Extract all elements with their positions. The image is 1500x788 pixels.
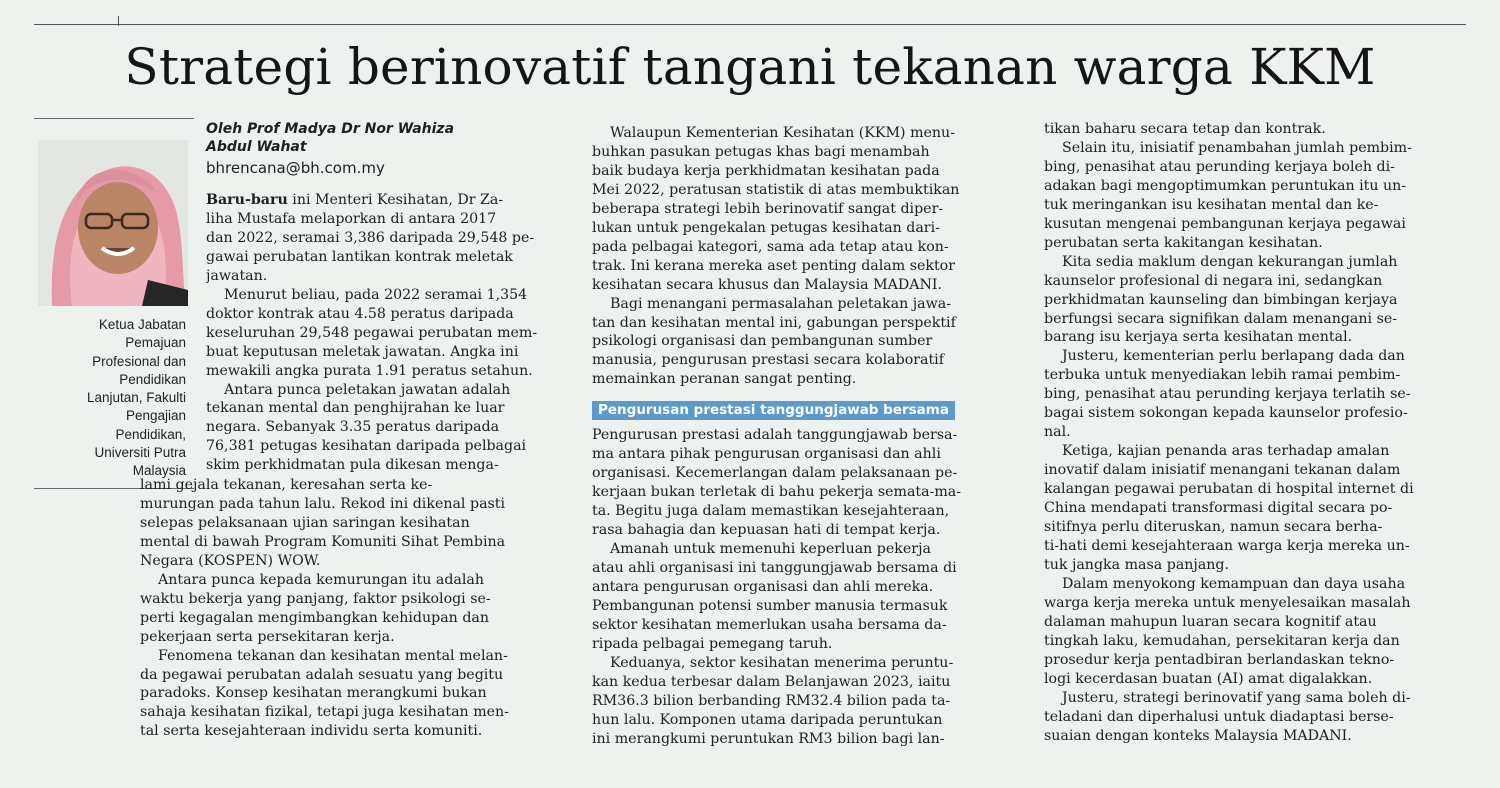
caption-line: Pemajuan [125, 335, 186, 351]
text-line: Negara (KOSPEN) WOW. [140, 552, 321, 569]
author-caption [40, 316, 186, 481]
text-line: tikan baharu secara tetap dan kontrak. [1044, 121, 1326, 137]
text-line: keseluruhan 29,548 pegawai perubatan mem- [206, 324, 538, 341]
author-email[interactable]: bhrencana@bh.com.my [206, 159, 385, 177]
text-line: doktor kontrak atau 4.58 peratus daripada [206, 305, 514, 322]
text-line: jawatan. [206, 267, 268, 284]
paragraph [592, 540, 1014, 654]
text-line: terbuka untuk menyediakan lebih ramai pembim- [1044, 367, 1401, 384]
paragraph [206, 381, 574, 476]
column-1-upper [206, 191, 574, 475]
caption-line: Malaysia [132, 463, 186, 479]
paragraph [1044, 689, 1470, 746]
paragraph [206, 286, 574, 381]
text-line: tekanan mental dan penghijrahan ke luar [206, 400, 505, 417]
paragraph [592, 654, 1014, 749]
author-portrait-icon [38, 140, 188, 306]
byline-divider-top [34, 118, 194, 119]
text-line: atau ahli organisasi ini tanggungjawab bersama di [592, 560, 957, 577]
text-line: ini merangkumi peruntukan RM3 bilion bagi lan- [592, 730, 945, 747]
text-line: Antara punca peletakan jawatan adalah [224, 381, 511, 398]
text-line: Ketiga, kajian penanda aras terhadap amalan [1062, 443, 1390, 460]
paragraph [1044, 575, 1470, 689]
text-line: manusia, pengurusan prestasi secara kolaboratif [592, 352, 944, 369]
paragraph [592, 295, 1014, 390]
text-line: Mei 2022, peratusan statistik di atas membuktikan [592, 181, 960, 198]
text-line: ma antara pihak pengurusan organisasi dan ahli [592, 446, 941, 463]
lead-word: Baru-baru [206, 192, 288, 208]
caption-line: Pengajian [125, 408, 186, 424]
text-line: perkhidmatan kaunseling dan bimbingan kerjaya [1044, 291, 1398, 308]
text-line: negara. Sebanyak 3.35 peratus daripada [206, 419, 500, 436]
text-line: mewakili angka purata 1.91 peratus setahun. [206, 362, 533, 379]
text-line: kalangan pegawai perubatan di hospital internet di [1044, 481, 1414, 498]
text-line: logi kecerdasan buatan (AI) amat digalakkan. [1044, 670, 1373, 687]
text-line: kan kedua terbesar dalam Belanjawan 2023, iaitu [592, 673, 951, 690]
text-line: paradoks. Konsep kesihatan merangkumi bukan [140, 685, 487, 702]
text-line: bing, penasihat atau perunding kerjaya boleh di- [1044, 158, 1395, 175]
text-line: ripada pelbagai pemegang taruh. [592, 635, 833, 652]
text-line: buhkan pasukan petugas khas bagi menambah [592, 143, 930, 160]
caption-line: Pendidikan, [115, 426, 186, 442]
text-line: antara pengurusan organisasi dan ahli mereka. [592, 578, 934, 595]
caption-line: Ketua Jabatan [98, 317, 186, 332]
text-line: Menurut beliau, pada 2022 seramai 1,354 [224, 286, 528, 303]
paragraph [1044, 442, 1470, 575]
text-line: bing, penasihat atau perunding kerjaya terlatih se- [1044, 386, 1411, 403]
text-line: tuk meringankan isu kesihatan mental dan ke- [1044, 196, 1379, 213]
text-line: gawai perubatan lantikan kontrak meletak [206, 248, 513, 265]
paragraph [1044, 253, 1470, 348]
text-line: dan 2022, seramai 3,386 daripada 29,548 pe- [206, 229, 535, 246]
paragraph [592, 124, 1014, 295]
text-line: skim perkhidmatan pula dikesan menga- [206, 457, 499, 474]
text-line: bagai sistem sokongan kepada kaunselor profesio- [1044, 405, 1408, 422]
text-line: ta. Begitu juga dalam memastikan kesejahteraan, [592, 503, 950, 520]
text-line: Selain itu, inisiatif penambahan jumlah pembim- [1062, 139, 1412, 156]
text-line: rasa bahagia dan kepuasan hati di tempat kerja. [592, 522, 941, 539]
text-line: warga kerja mereka untuk menyelesaikan masalah [1044, 594, 1411, 611]
paragraph [1044, 347, 1470, 442]
text-line: Justeru, kementerian perlu berlapang dada dan [1062, 348, 1405, 365]
column-3 [1044, 120, 1470, 745]
text-line: 76,381 petugas kesihatan daripada pelbagai [206, 438, 527, 455]
text-line: lukan untuk pengekalan petugas kesihatan dari- [592, 219, 940, 236]
text-line: selepas pelaksanaan ujian saringan kesihatan [140, 514, 470, 531]
text-line: China mendapati transformasi digital secara po- [1044, 500, 1393, 517]
text-line: Justeru, strategi berinovatif yang sama boleh di- [1062, 689, 1411, 706]
text-line: perubatan serta kakitangan kesihatan. [1044, 234, 1323, 251]
text-line: berfungsi secara signifikan dalam menangani se- [1044, 310, 1398, 327]
text-line: Antara punca kepada kemurungan itu adalah [158, 571, 484, 588]
text-line: tuk jangka masa panjang. [1044, 556, 1230, 573]
top-rule-tick [118, 16, 119, 26]
text-line: tingkah laku, kemudahan, persekitaran kerja dan [1044, 632, 1400, 649]
section-subhead: Pengurusan prestasi tanggungjawab bersama [592, 401, 955, 420]
text-line: kusutan mengenai pembangunan kerjaya pegawai [1044, 215, 1406, 232]
paragraph [140, 571, 574, 647]
text-line: waktu bekerja yang panjang, faktor psikologi se- [140, 590, 491, 607]
text-line [206, 191, 574, 210]
headline: Strategi berinovatif tangani tekanan warga KKM [124, 38, 1376, 96]
text-line: tal serta kesejahteraan individu serta komuniti. [140, 723, 483, 740]
text-line: mental di bawah Program Komuniti Sihat Pembina [140, 533, 506, 550]
column-2 [592, 124, 1014, 749]
top-rule [34, 24, 1466, 25]
text-line: memainkan peranan sangat penting. [592, 371, 857, 388]
column-1-lower [140, 476, 574, 741]
text-line: Keduanya, sektor kesihatan menerima peruntu- [610, 654, 954, 671]
text-line: hun lalu. Komponen utama daripada peruntukan [592, 711, 943, 728]
text-line: Walaupun Kementerian Kesihatan (KKM) menu- [610, 125, 955, 141]
text-line: inovatif dalam inisiatif menangani tekanan dalam [1044, 462, 1401, 479]
text-line: sahaja kesihatan fizikal, tetapi juga kesihatan men- [140, 704, 509, 721]
paragraph [206, 191, 574, 286]
text-line: suaian dengan konteks Malaysia MADANI. [1044, 727, 1352, 744]
text-line: Amanah untuk memenuhi keperluan pekerja [610, 541, 931, 558]
text-line: pekerjaan serta persekitaran kerja. [140, 628, 395, 645]
caption-line: Lanjutan, Fakulti [86, 390, 186, 406]
paragraph [1044, 139, 1470, 253]
text-line: nal. [1044, 424, 1071, 441]
text-line: RM36.3 bilion berbanding RM32.4 bilion pada ta- [592, 692, 951, 709]
text-line: psikologi organisasi dan pembangunan sumber [592, 333, 933, 350]
byline [206, 120, 576, 177]
text-line: Fenomena tekanan dan kesihatan mental melan- [158, 647, 508, 664]
text-line: dalaman mahupun luaran secara kognitif atau [1044, 613, 1377, 630]
text-line: Pembangunan potensi sumber manusia termasuk [592, 597, 948, 614]
text-line: barang isu kerjaya serta kesihatan mental. [1044, 329, 1353, 346]
text-line: tan dan kesihatan mental ini, gabungan perspektif [592, 314, 956, 331]
text-line: ti-hati demi kesejahteraan warga kerja mereka un- [1044, 537, 1410, 554]
paragraph [592, 426, 1014, 540]
text-line: sektor kesihatan memerlukan usaha bersama da- [592, 616, 947, 633]
author-name-line1: Oleh Prof Madya Dr Nor Wahiza [206, 121, 455, 137]
text-line: murungan pada tahun lalu. Rekod ini dikenal pasti [140, 495, 506, 512]
text-line: kesihatan secara khusus dan Malaysia MADANI. [592, 276, 943, 293]
text-line: liha Mustafa melaporkan di antara 2017 [206, 210, 497, 227]
paragraph [140, 476, 574, 571]
text-line: Pengurusan prestasi adalah tanggungjawab bersa- [592, 427, 958, 444]
text-line: da pegawai perubatan adalah sesuatu yang begitu [140, 666, 504, 683]
text-line: Kita sedia maklum dengan kekurangan jumlah [1062, 253, 1398, 270]
text-line: lami gejala tekanan, keresahan serta ke- [140, 477, 433, 493]
text-line: kerjaan bukan terletak di bahu pekerja semata-ma- [592, 484, 962, 501]
caption-line: Universiti Putra [94, 445, 186, 461]
text-line: Dalam menyokong kemampuan dan daya usaha [1062, 575, 1406, 592]
caption-line: Profesional dan [92, 353, 186, 369]
text-line: Bagi menangani permasalahan peletakan jawa- [610, 295, 951, 312]
text-line: pada pelbagai kategori, sama ada tetap atau kon- [592, 238, 949, 255]
author-name-line2: Abdul Wahat [206, 139, 307, 155]
text-line: beberapa strategi lebih berinovatif sangat diper- [592, 200, 944, 217]
paragraph [1044, 120, 1470, 139]
text-line: teladani dan diperhalusi untuk diadaptasi berse- [1044, 708, 1394, 725]
text-line: perti kegagalan mengimbangkan kehidupan dan [140, 609, 490, 626]
text-line: prosedur kerja pentadbiran berlandaskan tekno- [1044, 651, 1395, 668]
text-line: kaunselor profesional di negara ini, sedangkan [1044, 272, 1383, 289]
text-line: baik budaya kerja perkhidmatan kesihatan pada [592, 162, 940, 179]
text-line: adakan bagi mengoptimumkan peruntukan itu un- [1044, 177, 1407, 194]
text-line: trak. Ini kerana mereka aset penting dalam sektor [592, 257, 956, 274]
text-line: buat keputusan meletak jawatan. Angka ini [206, 343, 519, 360]
caption-line: Pendidikan [119, 371, 186, 387]
lead-rest: ini Menteri Kesihatan, Dr Za- [292, 192, 504, 208]
text-line: organisasi. Kecemerlangan dalam pelaksanaan pe- [592, 465, 958, 482]
paragraph [140, 647, 574, 742]
text-line: sitifnya perlu diteruskan, namun secara berha- [1044, 519, 1383, 536]
